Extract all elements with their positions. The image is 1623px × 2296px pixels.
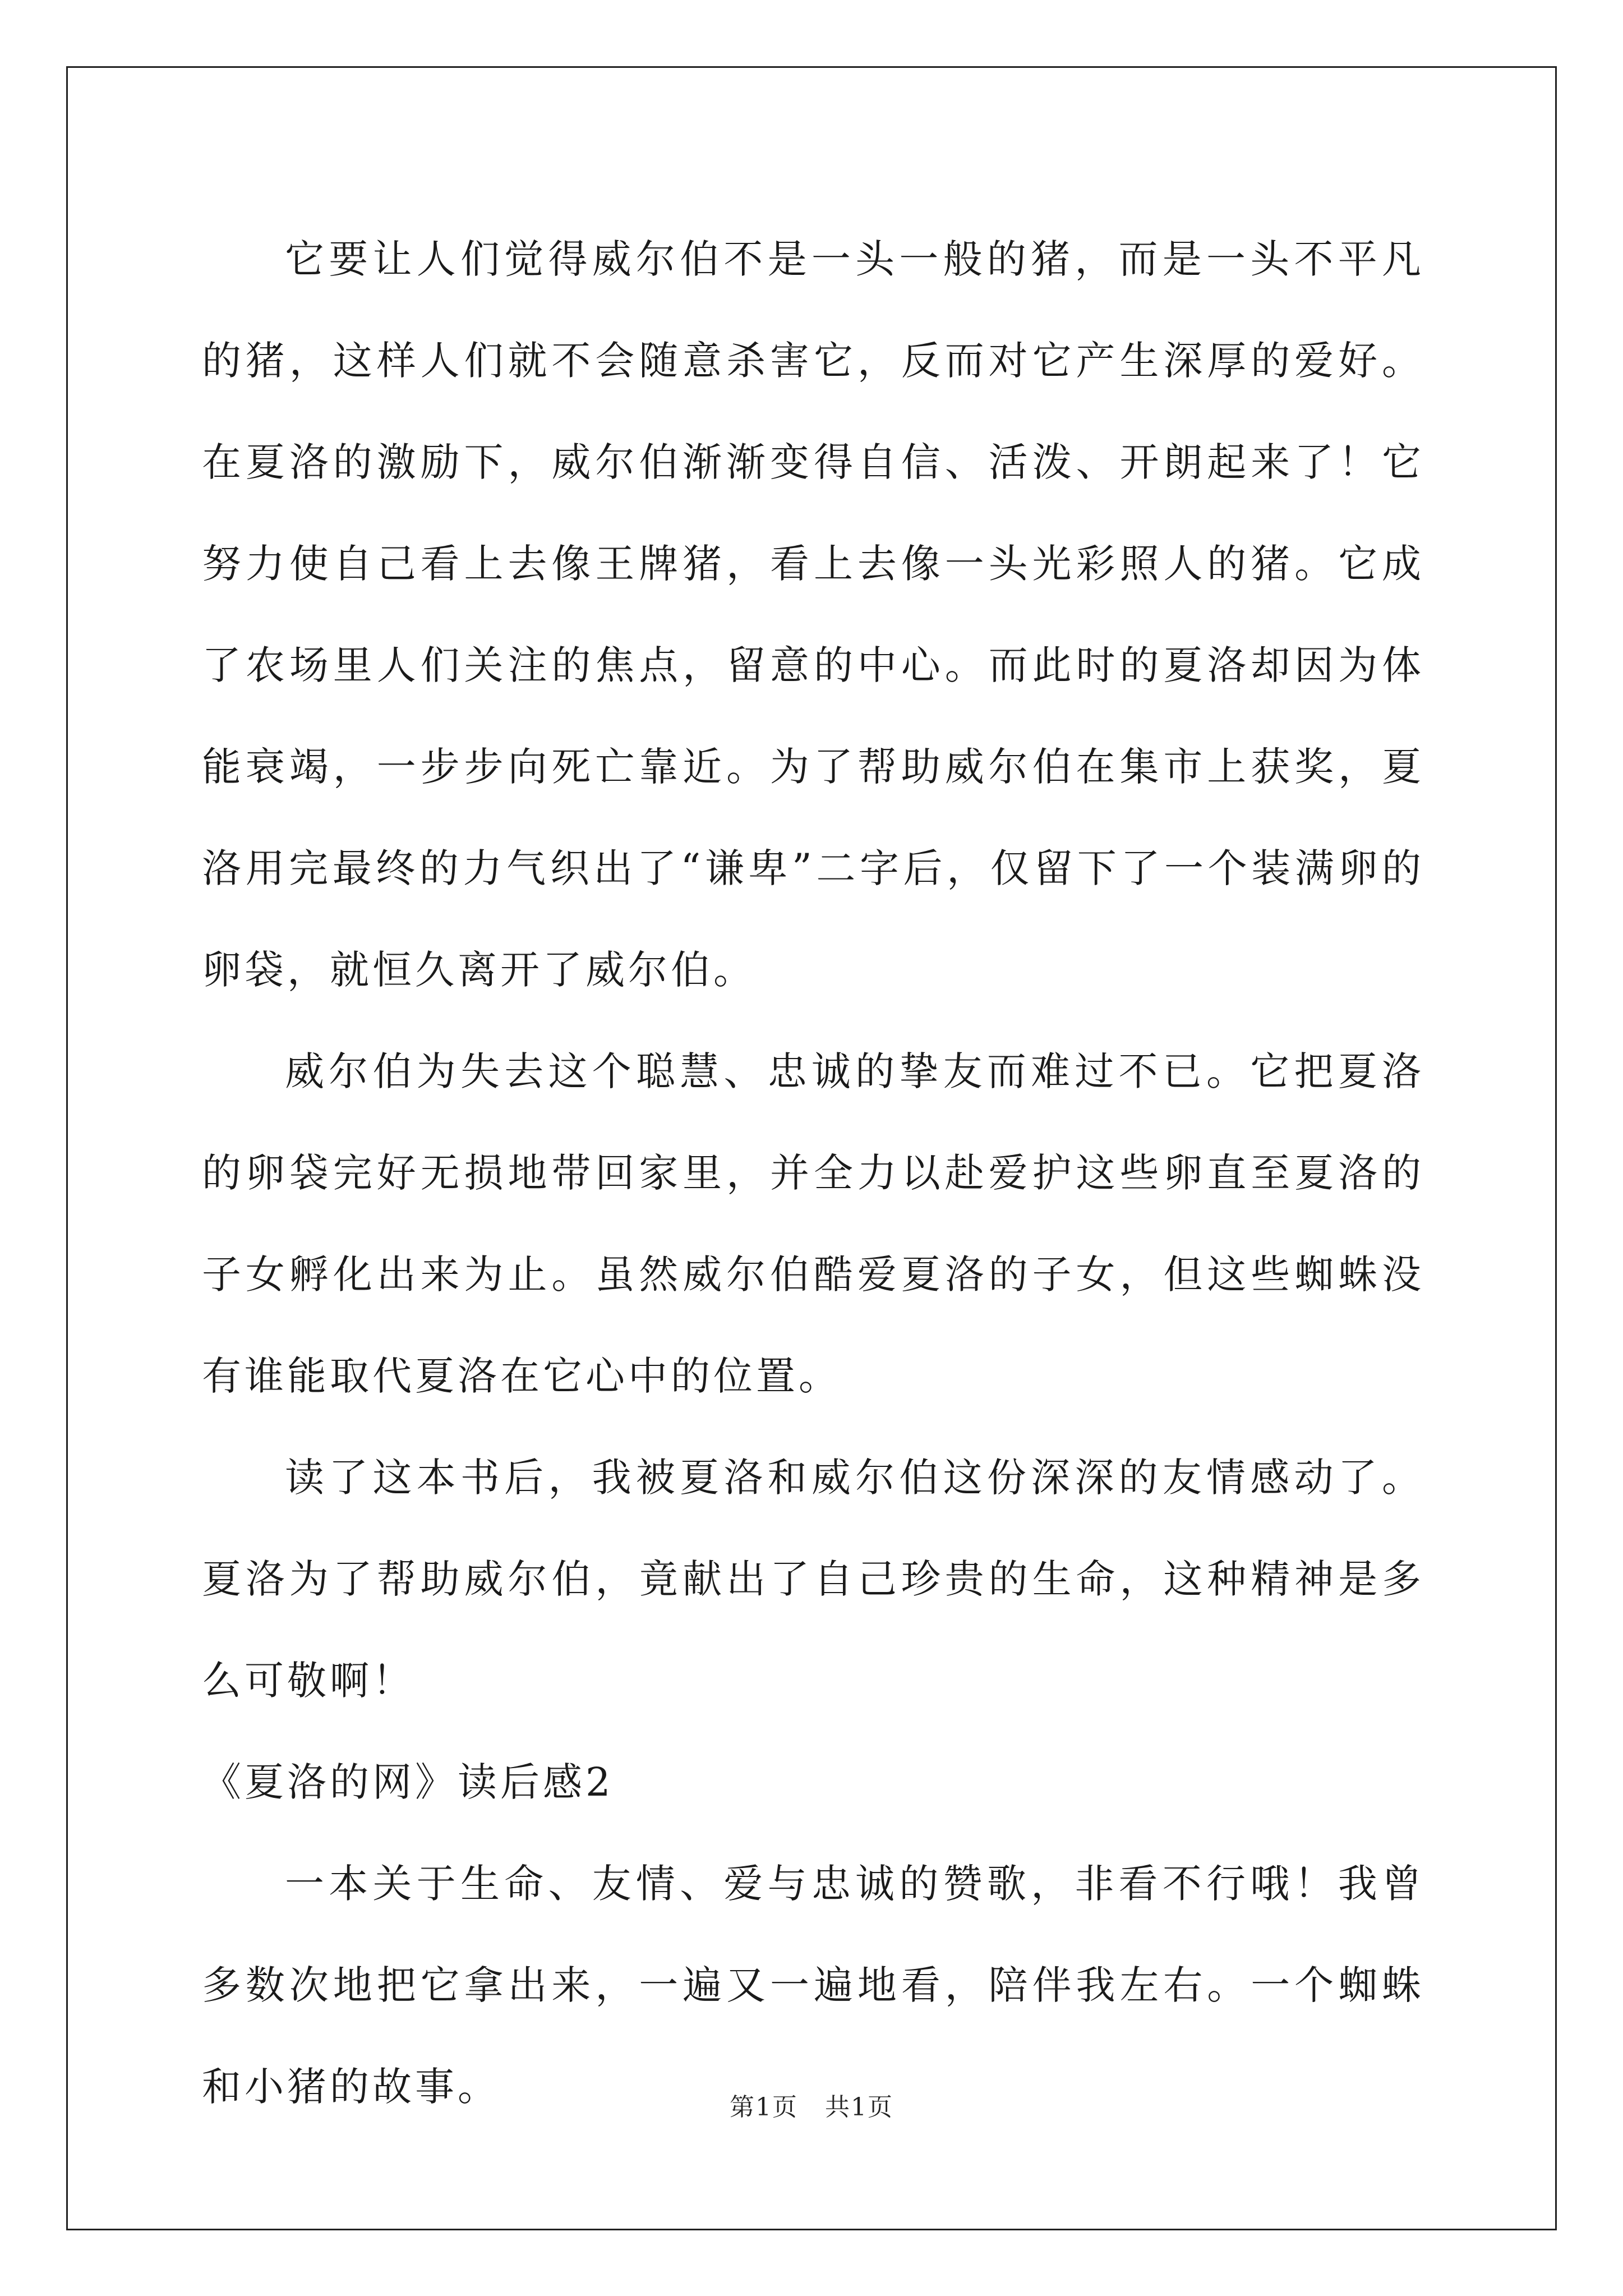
paragraph-4: 一本关于生命、友情、爱与忠诚的赞歌，非看不行哦！我曾多数次地把它拿出来，一遍又一遍地看，陪伴我左右。一个蜘蛛和小猪的故事。 [202,1861,1424,2110]
paragraph-1: 它要让人们觉得威尔伯不是一头一般的猪，而是一头不平凡的猪，这样人们就不会随意杀害它，反而对它产生深厚的爱好。在夏洛的激励下，威尔伯渐渐变得自信、活泼、开朗起来了！它努力使自己看上去像王牌猪，看上去像一头光彩照人的猪。它成了农场里人们关注的焦点，留意的中心。而此时的夏洛却因为体能衰竭，一步步向死亡靠近。为了帮助威尔伯在集市上获奖，夏洛用完最终的力气织出了“谦卑”二字后，仅留下了一个装满卵的卵袋，就恒久离开了威尔伯。 [202,236,1424,993]
page-number-current: 第1页 [730,2093,798,2122]
paragraph-2: 威尔伯为失去这个聪慧、忠诚的挚友而难过不已。它把夏洛的卵袋完好无损地带回家里，并全力以赴爱护这些卵直至夏洛的子女孵化出来为止。虽然威尔伯酷爱夏洛的子女，但这些蜘蛛没有谁能取代夏洛在它心中的位置。 [202,1048,1424,1399]
paragraph-3: 读了这本书后，我被夏洛和威尔伯这份深深的友情感动了。夏洛为了帮助威尔伯，竟献出了自己珍贵的生命，这种精神是多么可敬啊！ [202,1455,1424,1704]
page-number-total: 共1页 [825,2093,893,2122]
section-heading: 《夏洛的网》读后感2 [202,1759,614,1805]
document-body [202,209,1424,2138]
page-footer [0,2087,1623,2123]
